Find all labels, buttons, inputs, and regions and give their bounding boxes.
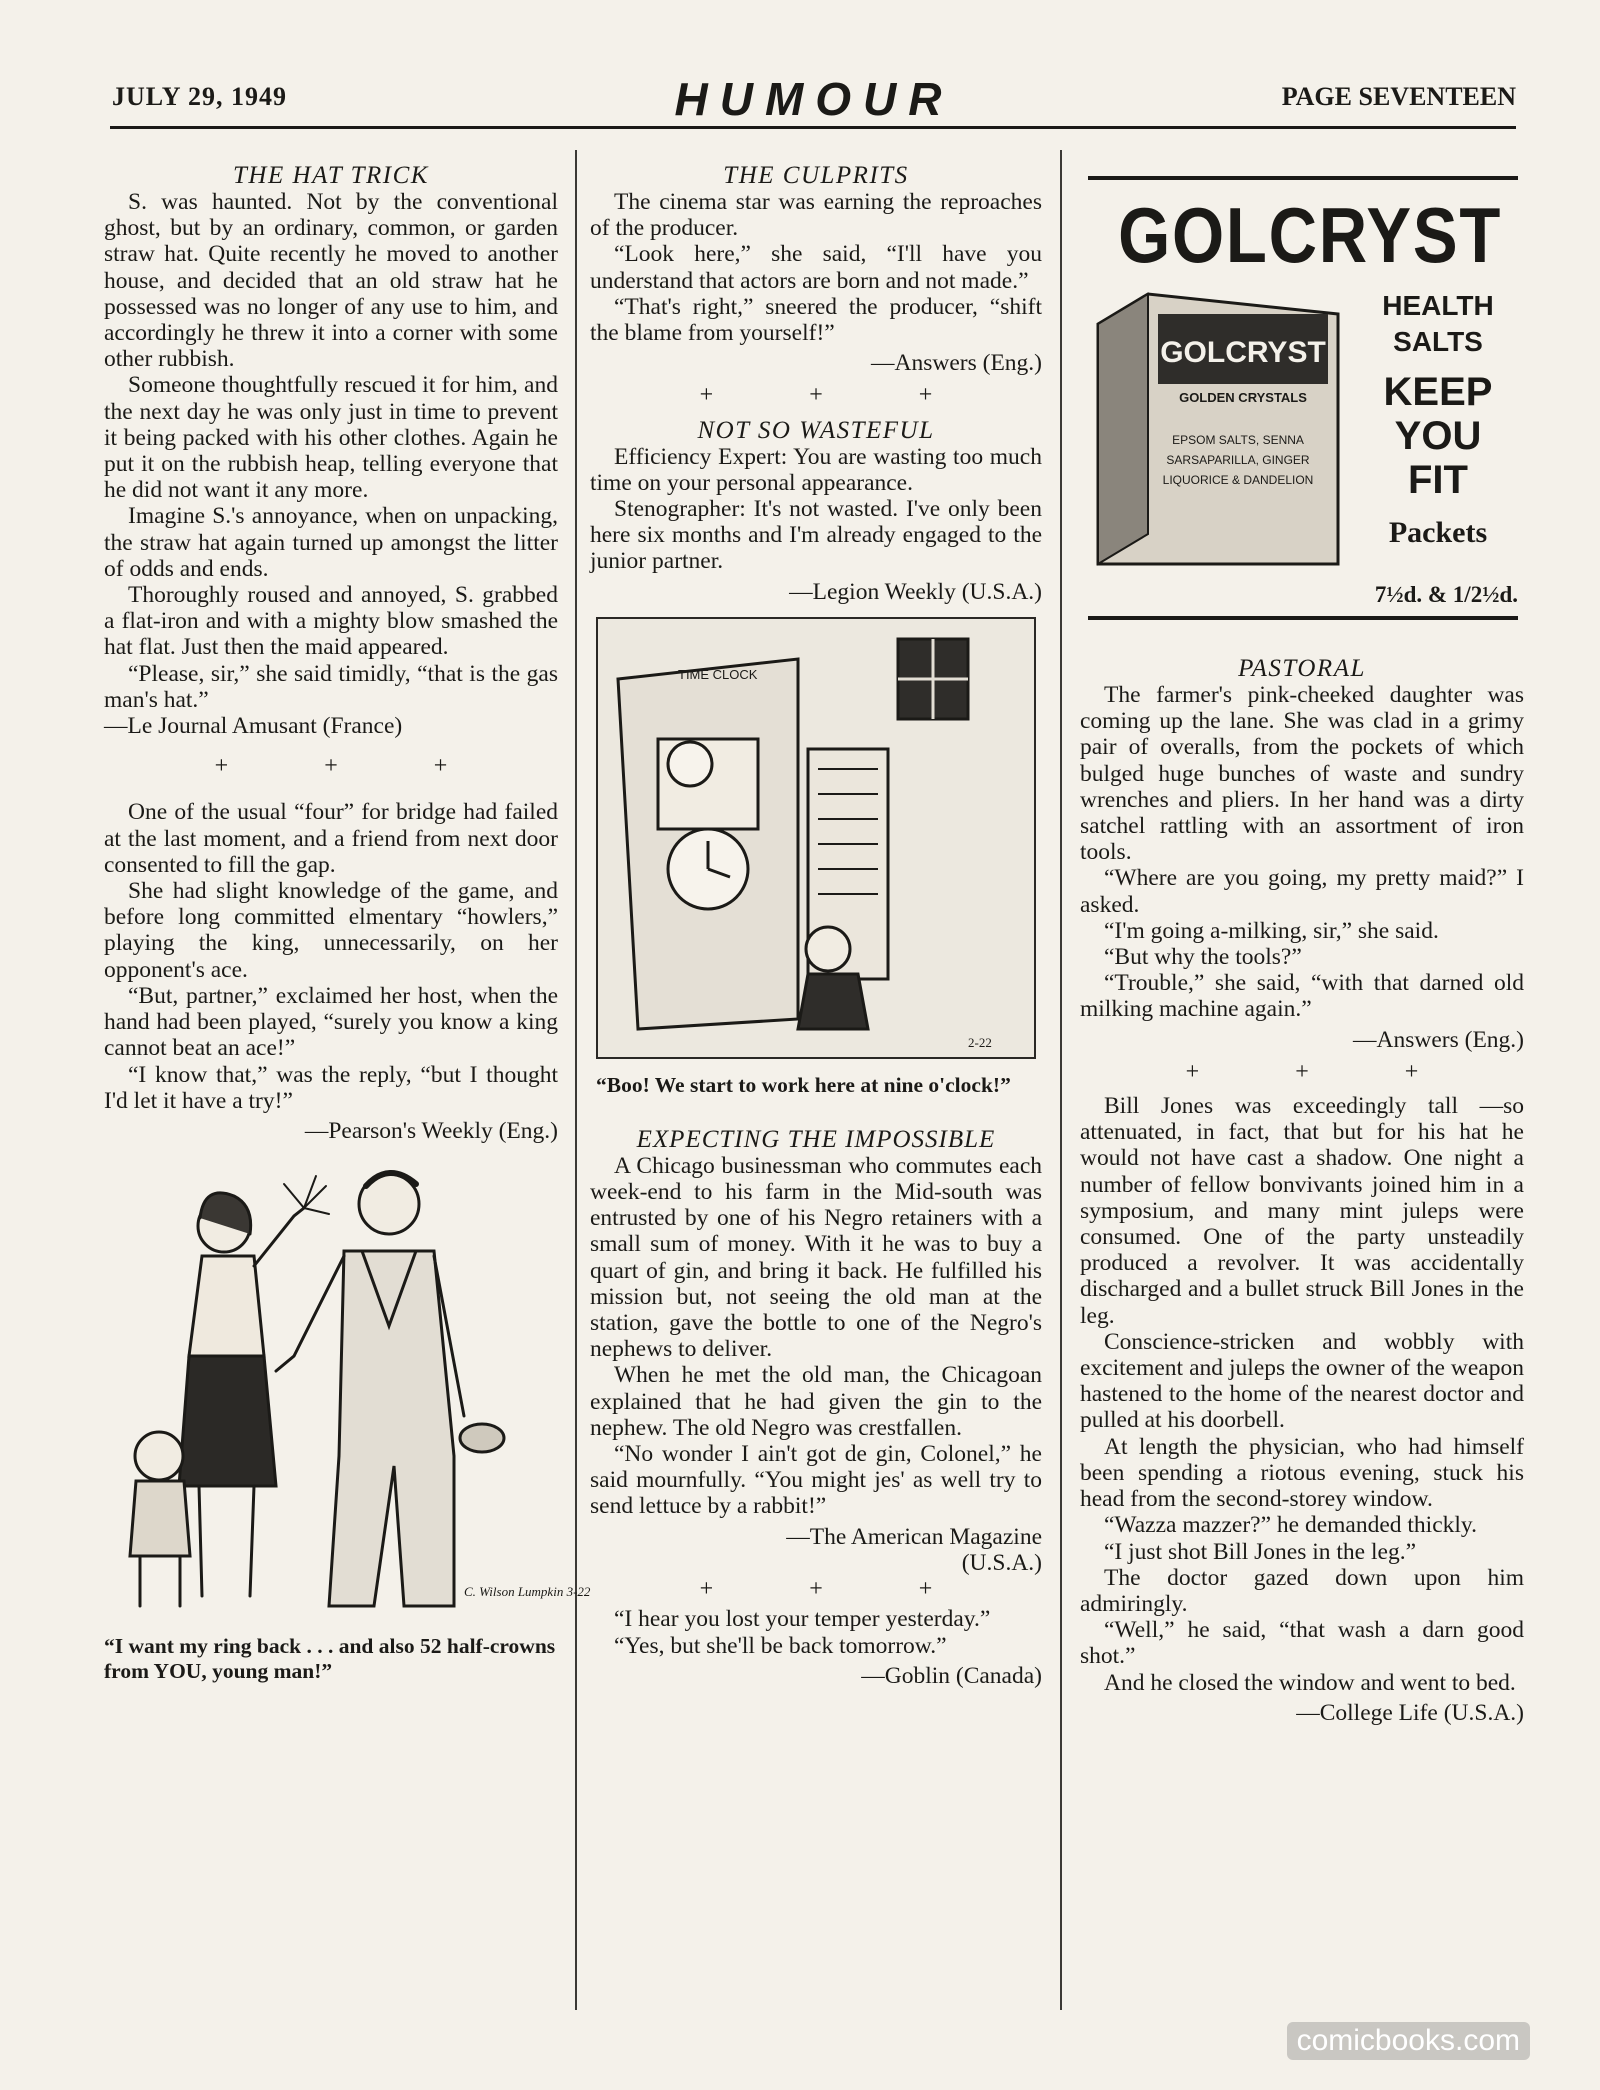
- cartoon-caption: “Boo! We start to work here at nine o'clock!”: [596, 1072, 1011, 1097]
- paragraph: The cinema star was earning the reproaches of the producer.: [590, 189, 1042, 242]
- paragraph: One of the usual “four” for bridge had failed at the last moment, and a friend from next door consented to fill the gap.: [104, 799, 558, 878]
- paragraph: “I know that,” was the reply, “but I thought I'd let it have a try!”: [104, 1061, 558, 1114]
- header-rule: [110, 126, 1516, 129]
- column-1: [104, 162, 591, 1684]
- paragraph: Bill Jones was exceedingly tall —so attenuated, in fact, that but for his hat he would not have cast a shadow. One night a number of fellow bonvivants joined him in a symposium, and many mint juleps were consumed. One of the party unsteadily produced a revolver. It was accidentally discharged and a bullet struck Bill Jones in the leg.: [1080, 1093, 1524, 1329]
- paragraph: “I just shot Bill Jones in the leg.”: [1104, 1538, 1416, 1565]
- paragraph: Conscience-stricken and wobbly with excitement and juleps the owner of the weapon hastened to the home of the nearest doctor and pulled at his doorbell.: [1080, 1328, 1524, 1434]
- packet-subtitle: GOLDEN CRYSTALS: [1179, 390, 1307, 405]
- paragraph: Efficiency Expert: You are wasting too much time on your personal appearance.: [590, 443, 1042, 496]
- cartoon-ring: [104, 1156, 591, 1626]
- paragraph: And he closed the window and went to bed.: [1104, 1669, 1516, 1696]
- paragraph: “Trouble,” she said, “with that darned old milking machine again.”: [1080, 970, 1524, 1023]
- product-packet-image: [1088, 284, 1348, 574]
- source-credit: —Answers (Eng.): [1353, 1026, 1524, 1053]
- separator: + + +: [1185, 1058, 1419, 1085]
- separator: + + +: [214, 753, 448, 780]
- column-3: [1080, 655, 1524, 1726]
- paragraph: At length the physician, who had himself been spending a riotous evening, stuck his head from the second-storey window.: [1080, 1433, 1524, 1513]
- paragraph: A Chicago businessman who commutes each week-end to his farm in the Mid-south was entrusted by one of his Negro retainers with a small sum of money. With it he was to buy a quart of gin, and bring it back. He fulfilled his mission but, not seeing the old man at the station, gave the bottle to one of the Negro's nephews to deliver.: [590, 1152, 1042, 1363]
- source-credit: —Legion Weekly (U.S.A.): [789, 578, 1042, 605]
- column-divider: [1060, 150, 1062, 2010]
- page-number: PAGE SEVENTEEN: [1281, 82, 1516, 111]
- paragraph: “I hear you lost your temper yesterday.”: [614, 1606, 991, 1633]
- paragraph: Someone thoughtfully rescued it for him, and the next day he was only just in time to prevent it being packed with his other clothes. Again he put it on the rubbish heap, telling everyone that he did not want it any more.: [104, 372, 558, 504]
- ad-packets: Packets: [1388, 516, 1488, 549]
- cartoon-sign-text: TIME CLOCK: [678, 666, 758, 682]
- paragraph: When he met the old man, the Chicagoan explained that he had given the gin to the nephew. The old Negro was crestfallen.: [590, 1362, 1042, 1441]
- cartoon-date: 2-22: [968, 1034, 992, 1050]
- source-credit: —College Life (U.S.A.): [1296, 1699, 1524, 1726]
- paragraph: “Well,” he said, “that wash a darn good shot.”: [1080, 1617, 1524, 1670]
- source-credit: —Answers (Eng.): [871, 350, 1042, 377]
- issue-date: JULY 29, 1949: [112, 82, 288, 111]
- story-title: NOT SO WASTEFUL: [697, 416, 935, 444]
- magazine-title: HUMOUR: [674, 73, 954, 125]
- story-title: EXPECTING THE IMPOSSIBLE: [636, 1125, 996, 1153]
- ad-brand: GOLCRYST: [1118, 191, 1503, 279]
- paragraph: “That's right,” sneered the producer, “shift the blame from yourself!”: [590, 293, 1042, 347]
- source-credit: —Le Journal Amusant (France): [104, 713, 403, 740]
- cartoon-illustration: [598, 619, 1034, 1057]
- ad-fit: FIT: [1408, 458, 1468, 502]
- ad-you: YOU: [1394, 414, 1482, 458]
- paragraph: “Wazza mazzer?” he demanded thickly.: [1104, 1512, 1478, 1539]
- paragraph: “Please, sir,” she said timidly, “that is the gas man's hat.”: [104, 660, 558, 713]
- separator: + + +: [699, 382, 933, 409]
- paragraph: S. was haunted. Not by the conventional ghost, but by an ordinary, common, or garden straw hat. Quite recently he moved to another house, and decided that an old straw hat he possessed was no longer of any use to him, and accordingly he threw it into a corner with some other rubbish.: [104, 189, 558, 373]
- packet-brand: GOLCRYST: [1160, 336, 1326, 369]
- paragraph: “Where are you going, my pretty maid?” I asked.: [1080, 865, 1524, 918]
- paragraph: “No wonder I ain't got de gin, Colonel,” he said mournfully. “You might jes' as well try to send lettuce by a rabbit!”: [590, 1441, 1042, 1520]
- packet-ingredients: LIQUORICE & DANDELION: [1162, 473, 1314, 487]
- paragraph: “Look here,” she said, “I'll have you understand that actors are born and not made.”: [590, 241, 1042, 294]
- ad-rule: [1088, 616, 1518, 620]
- paragraph: Imagine S.'s annoyance, when on unpacking, the straw hat again turned up amongst the litter of odds and ends.: [104, 503, 558, 582]
- paragraph: “I'm going a-milking, sir,” she said.: [1104, 917, 1439, 944]
- cartoon-illustration: [104, 1156, 591, 1626]
- paragraph: “But, partner,” exclaimed her host, when the hand had been played, “surely you know a king cannot beat an ace!”: [104, 982, 558, 1062]
- packet-ingredients: EPSOM SALTS, SENNA: [1172, 433, 1304, 447]
- cartoon-caption: “I want my ring back . . . and also 52 half-crowns from YOU, young man!”: [104, 1634, 556, 1684]
- ad-salts: SALTS: [1393, 326, 1483, 357]
- separator: + + +: [699, 1576, 933, 1603]
- paragraph: Stenographer: It's not wasted. I've only been here six months and I'm already engaged to the junior partner.: [590, 496, 1042, 575]
- story-title: PASTORAL: [1238, 655, 1366, 682]
- watermark: comicbooks.com: [1287, 2022, 1530, 2060]
- column-2: [590, 162, 1042, 1689]
- story-title: THE CULPRITS: [723, 162, 909, 189]
- packet-ingredients: SARSAPARILLA, GINGER: [1166, 453, 1310, 467]
- paragraph: She had slight knowledge of the game, and before long committed elmentary “howlers,” playing the king, unnecessarily, on her opponent's ace.: [104, 878, 558, 983]
- ad-price: 7½d. & 1/2½d.: [1374, 582, 1518, 607]
- masthead: [112, 73, 1516, 125]
- ad-health: HEALTH: [1382, 290, 1494, 321]
- cartoon-time-clock: [596, 617, 1036, 1059]
- column-divider: [575, 150, 577, 2010]
- paragraph: The doctor gazed down upon him admiringly.: [1080, 1564, 1524, 1617]
- paragraph: The farmer's pink-cheeked daughter was coming up the lane. She was clad in a grimy pair of overalls, from the pockets of which bulged huge bunches of waste and sundry wrenches and pliers. In her hand was a dirty satchel rattling with an assortment of iron tools.: [1080, 682, 1524, 866]
- source-credit: —The American Magazine: [786, 1523, 1042, 1550]
- cartoonist-signature: C. Wilson Lumpkin 3-22: [464, 1584, 591, 1600]
- ad-keep: KEEP: [1383, 370, 1493, 414]
- golcryst-advertisement: [1088, 176, 1518, 620]
- story-title: THE HAT TRICK: [233, 162, 429, 189]
- source-credit-country: (U.S.A.): [961, 1549, 1042, 1576]
- paragraph: “Yes, but she'll be back tomorrow.”: [614, 1632, 947, 1659]
- source-credit: —Goblin (Canada): [861, 1662, 1042, 1689]
- source-credit: —Pearson's Weekly (Eng.): [304, 1117, 558, 1144]
- paragraph: Thoroughly roused and annoyed, S. grabbed a flat-iron and with a mighty blow smashed the hat flat. Just then the maid appeared.: [104, 582, 558, 661]
- paragraph: “But why the tools?”: [1104, 944, 1302, 971]
